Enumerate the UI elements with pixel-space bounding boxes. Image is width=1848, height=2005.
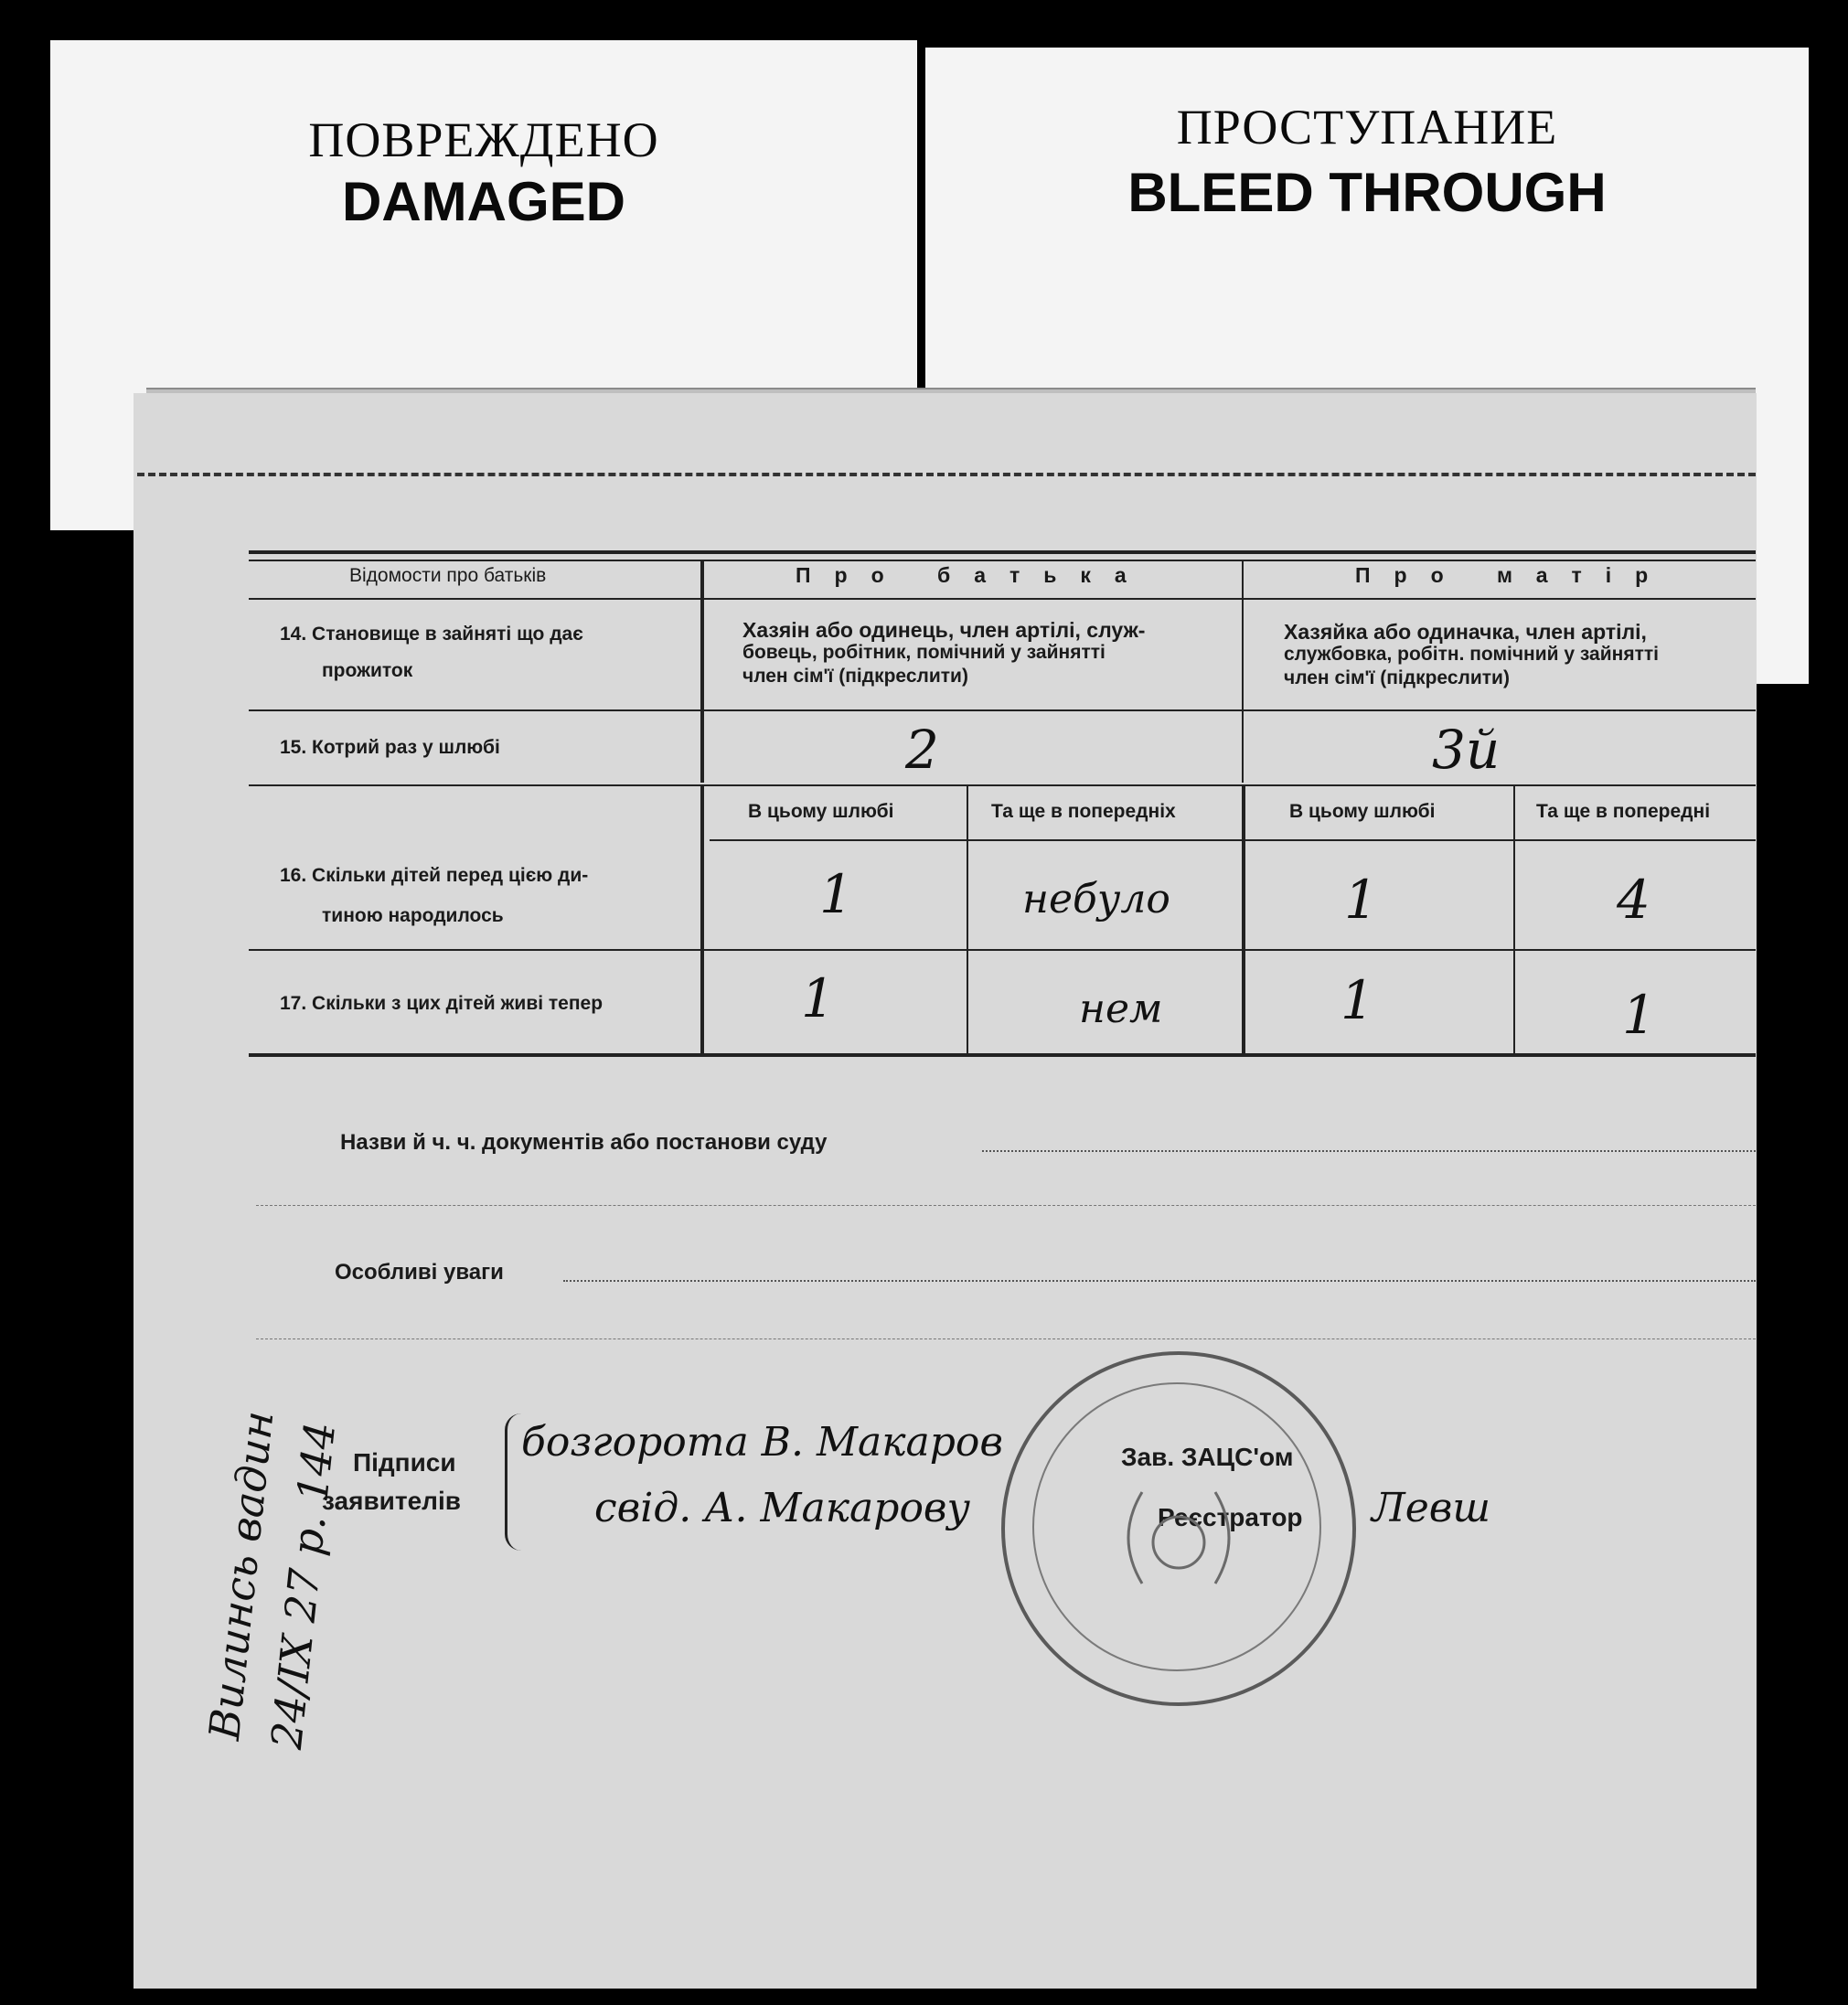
subheader-mother-prev: Та ще в попередні [1536, 801, 1711, 822]
row15-bottom-rule [249, 784, 1756, 786]
row15-father-value: 2 [905, 719, 939, 781]
subheader-bottom-rule [710, 839, 1756, 841]
row15-mother-value: 3й [1432, 719, 1501, 781]
margin-note-1: Вилинсь вадин [199, 1408, 283, 1743]
documents-second-line [256, 1205, 1756, 1206]
col-divider-father-sub [967, 786, 968, 1055]
subheader-mother-this: В цьому шлюбі [1289, 801, 1436, 822]
row16-father-this: 1 [819, 863, 853, 925]
col-divider-info-lower [700, 786, 704, 1055]
damaged-label-en: DAMAGED [342, 171, 625, 232]
row17-label: 17. Скільки з цих дітей живі тепер [280, 993, 604, 1014]
head-label: Зав. ЗАЦС'ом [1121, 1443, 1294, 1471]
col-divider-mother-sub [1513, 786, 1515, 1055]
documents-label: Назви й ч. ч. документів або постанови суду [340, 1130, 828, 1155]
row17-father-this: 1 [801, 967, 835, 1029]
row17-mother-this: 1 [1341, 969, 1374, 1031]
row14-bottom-rule [249, 709, 1756, 711]
notes-second-line [256, 1338, 1756, 1339]
row14-father-2: бовець, робітник, помічний у зайнятті [742, 642, 1106, 663]
subheader-father-prev: Та ще в попередніх [991, 801, 1176, 822]
bleed-through-label-en: BLEED THROUGH [1127, 162, 1607, 223]
header-mother: Про матір [1355, 563, 1672, 587]
row16-bottom-rule [249, 949, 1756, 951]
row16-mother-this: 1 [1344, 869, 1378, 931]
row16-mother-prev: 4 [1617, 869, 1650, 931]
row17-mother-prev: 1 [1622, 984, 1656, 1046]
registrar-label: Реєстратор [1158, 1503, 1303, 1531]
header-info: Відомости про батьків [349, 565, 547, 586]
row14-mother-2: службовка, робітн. помічний у зайнятті [1284, 644, 1659, 665]
damaged-label-ru: ПОВРЕЖДЕНО [308, 112, 659, 167]
col-divider-info [700, 560, 704, 783]
notes-label: Особливі уваги [335, 1260, 504, 1285]
row14-father-3: член сім'ї (підкреслити) [742, 666, 968, 687]
col-divider-parents [1242, 560, 1244, 783]
signature-2: свід. А. Макарову [594, 1485, 971, 1531]
row17-father-prev: нем [1079, 986, 1163, 1032]
bleed-through-label-ru: ПРОСТУПАНИЕ [1176, 100, 1558, 155]
registrar-signature: Левш [1372, 1485, 1491, 1531]
official-seal [1001, 1351, 1356, 1706]
signatures-label-1: Підписи [353, 1448, 456, 1477]
official-seal-emblem [1005, 1355, 1352, 1702]
row14-father-1: Хазяін або одинець, член артілі, служ- [742, 618, 1146, 642]
row14-label-1: 14. Становище в зайняті що дає [280, 624, 583, 645]
row14-mother-1: Хазяйка або одиначка, член артілі, [1284, 620, 1647, 644]
row16-label-1: 16. Скільки дітей перед цією ди- [280, 865, 589, 886]
margin-note-2: 24/IX 27 р. 144 [262, 1419, 346, 1752]
table-bottom-rule [249, 1053, 1756, 1057]
subheader-father-this: В цьому шлюбі [748, 801, 894, 822]
row16-label-2: тиною народилось [322, 905, 504, 926]
documents-dotted-line [982, 1150, 1756, 1152]
header-bottom-rule [249, 598, 1756, 600]
row14-mother-3: член сім'ї (підкреслити) [1284, 667, 1510, 688]
perforation-line [137, 473, 1756, 476]
table-top-rule [249, 550, 1756, 554]
notes-dotted-line [563, 1280, 1756, 1282]
col-divider-parents-lower [1242, 786, 1245, 1055]
signatures-label-2: заявителів [322, 1487, 461, 1515]
header-father: Про батька [796, 563, 1150, 587]
row14-label-2: прожиток [322, 660, 413, 681]
signature-1: бозгорота В. Макаров [521, 1419, 1004, 1466]
table-top-rule-2 [249, 560, 1756, 561]
row15-label: 15. Котрий раз у шлюбі [280, 737, 500, 758]
row16-father-prev: небуло [1022, 876, 1170, 923]
